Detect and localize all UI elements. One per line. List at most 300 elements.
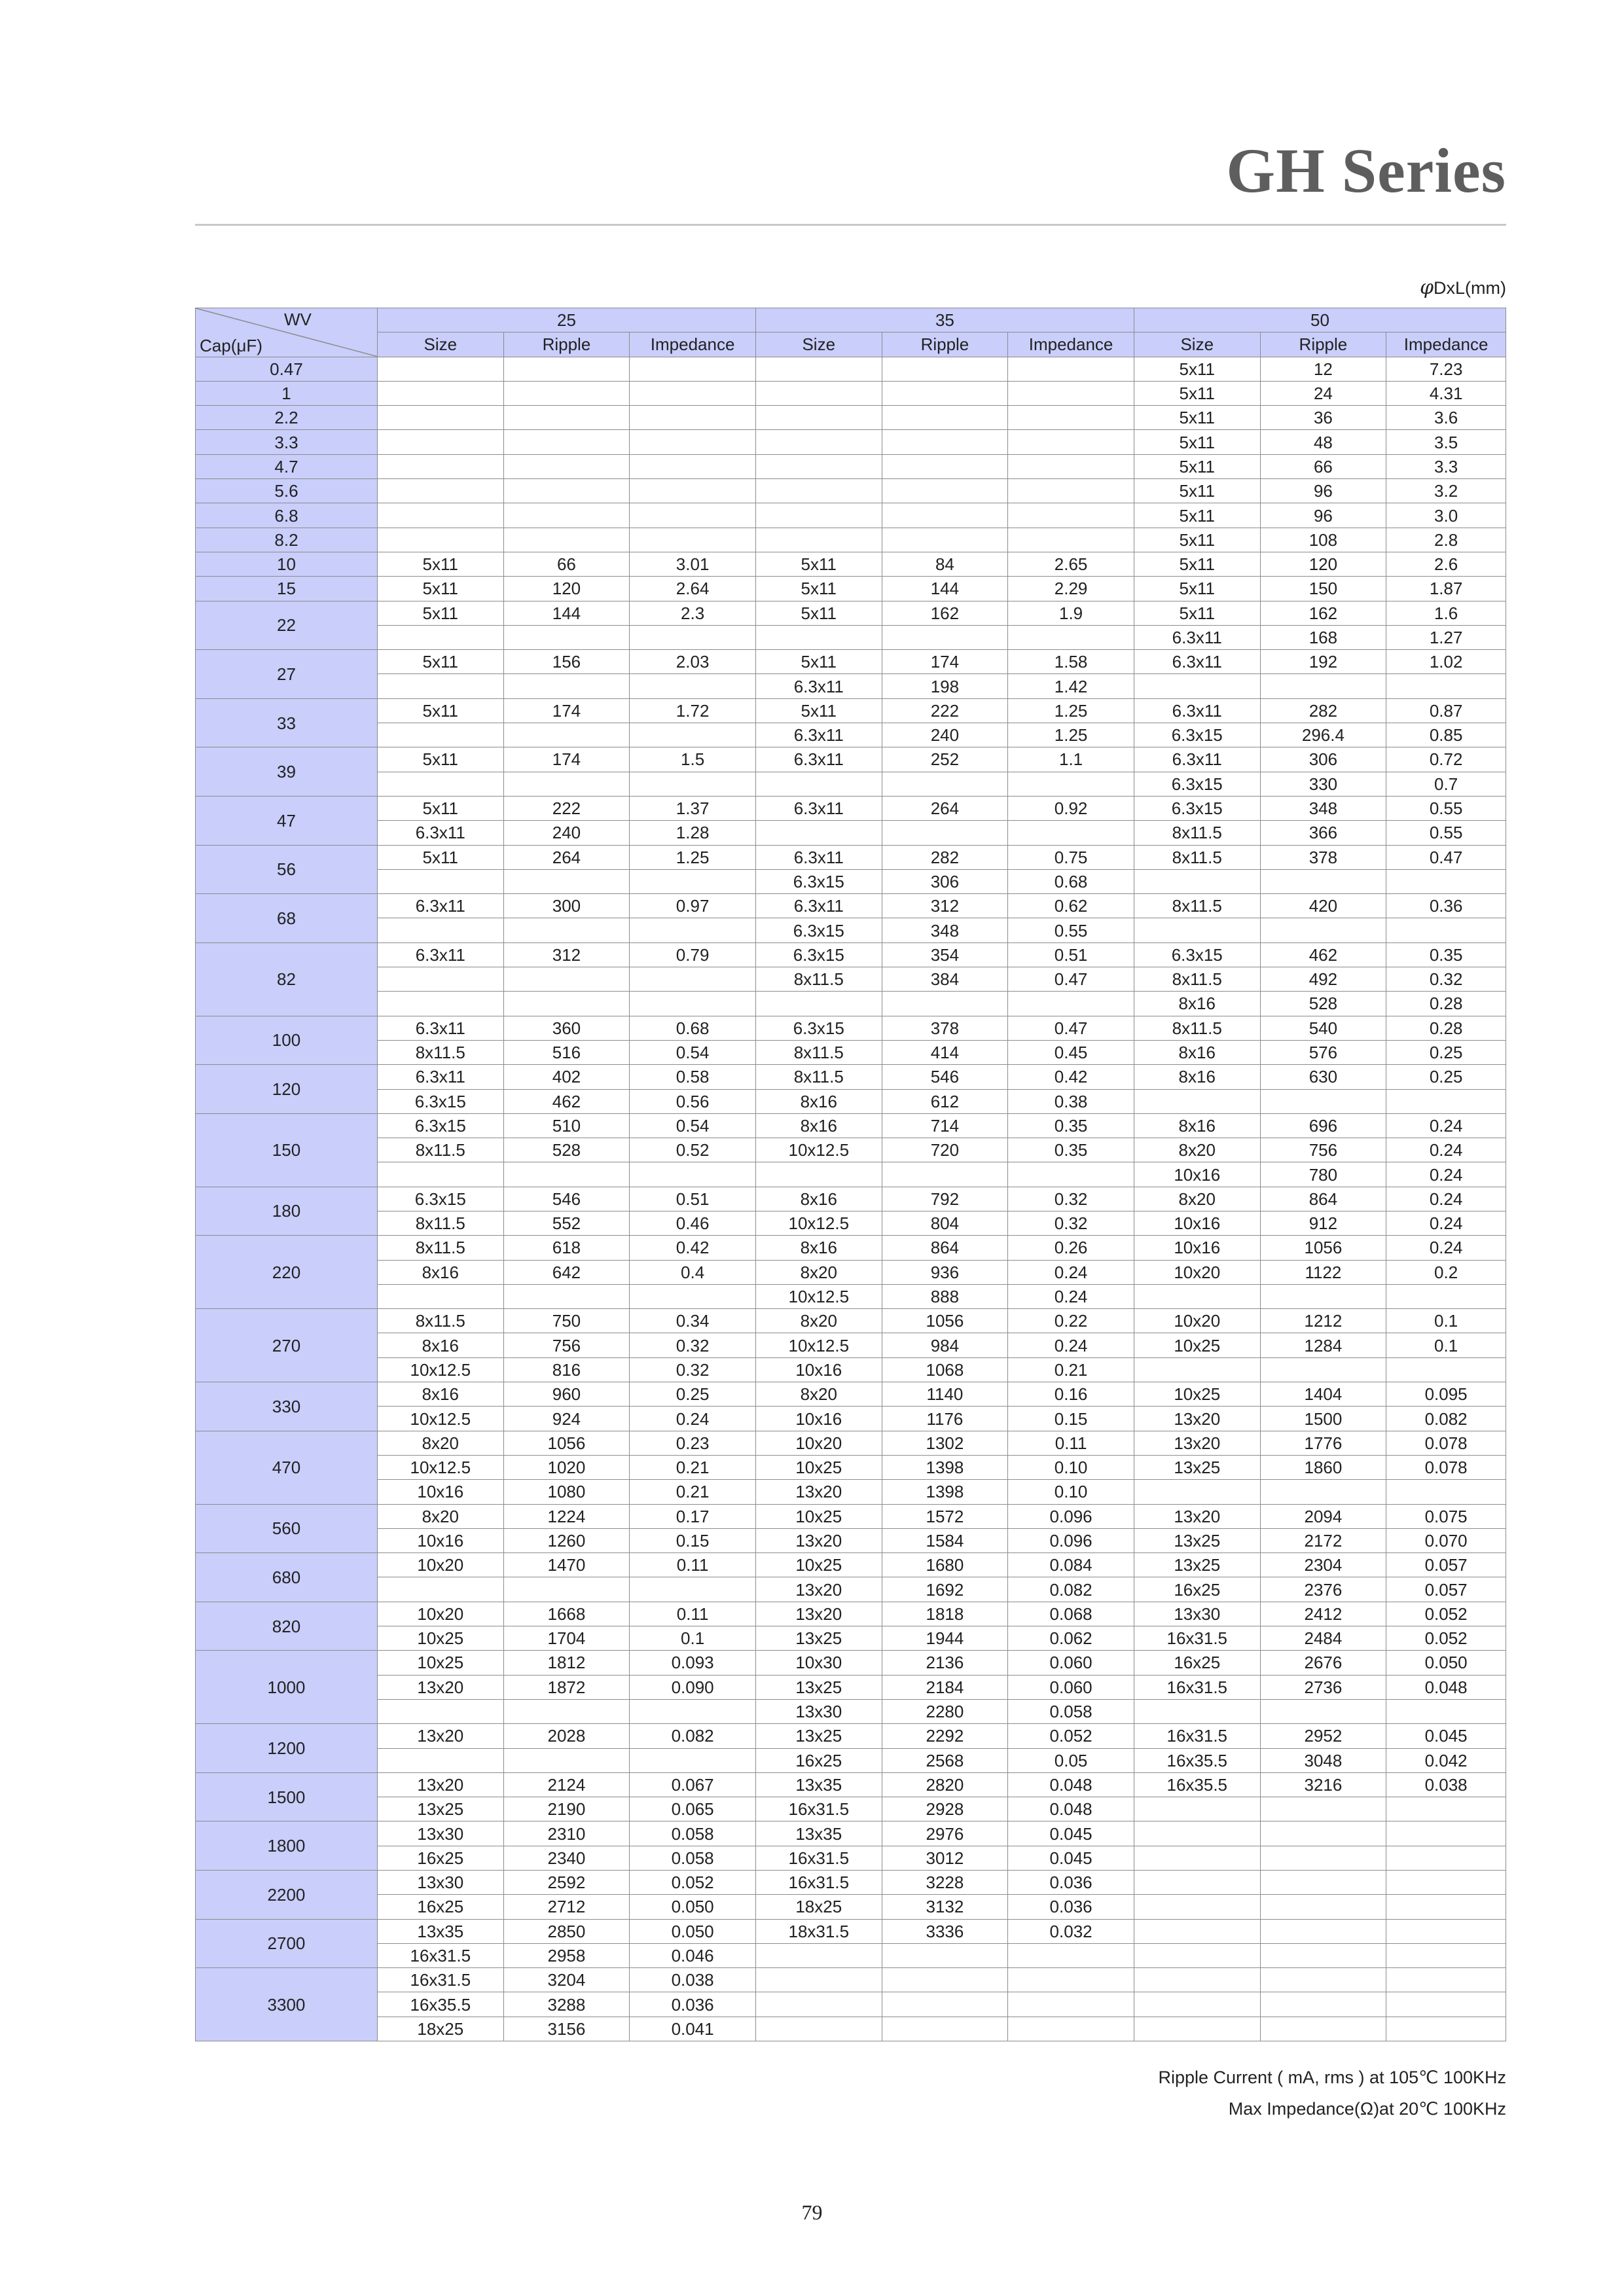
impedance-cell: 0.56: [630, 1089, 756, 1113]
ripple-cell: [1260, 1846, 1386, 1870]
impedance-cell: 0.51: [1008, 942, 1134, 967]
ripple-cell: 546: [882, 1065, 1008, 1089]
ripple-cell: [882, 2017, 1008, 2041]
impedance-cell: 0.51: [630, 1187, 756, 1211]
ripple-cell: 420: [1260, 894, 1386, 918]
table-row: [196, 479, 1506, 503]
impedance-column-header: Impedance: [630, 332, 756, 357]
table-row: [196, 1602, 1506, 1626]
impedance-cell: 0.28: [1386, 992, 1506, 1016]
impedance-cell: 0.42: [1008, 1065, 1134, 1089]
impedance-cell: 1.02: [1386, 650, 1506, 674]
size-cell: [755, 1968, 882, 1992]
size-cell: 8x16: [755, 1187, 882, 1211]
impedance-cell: 4.31: [1386, 381, 1506, 405]
size-cell: 13x25: [377, 1797, 503, 1821]
capacitance-cell: 2200: [196, 1871, 378, 1920]
size-cell: 16x31.5: [1134, 1724, 1260, 1748]
impedance-cell: [1386, 1919, 1506, 1943]
ripple-cell: [503, 869, 630, 893]
ripple-cell: 296.4: [1260, 723, 1386, 747]
table-row: [196, 772, 1506, 796]
table-row: [196, 1797, 1506, 1821]
size-cell: 13x20: [755, 1602, 882, 1626]
ripple-cell: [503, 1699, 630, 1723]
table-row: [196, 1968, 1506, 1992]
ripple-cell: 2958: [503, 1943, 630, 1967]
size-cell: 6.3x11: [377, 894, 503, 918]
table-row: [196, 1895, 1506, 1919]
table-row: [196, 869, 1506, 893]
impedance-cell: 1.9: [1008, 601, 1134, 625]
impedance-cell: 0.038: [630, 1968, 756, 1992]
impedance-cell: 0.25: [1386, 1065, 1506, 1089]
impedance-cell: [630, 1577, 756, 1602]
size-cell: 5x11: [1134, 357, 1260, 381]
ripple-cell: 330: [1260, 772, 1386, 796]
size-cell: 10x16: [1134, 1236, 1260, 1260]
ripple-cell: [882, 1992, 1008, 2017]
ripple-cell: 552: [503, 1211, 630, 1235]
capacitance-cell: 100: [196, 1016, 378, 1065]
impedance-cell: 0.35: [1008, 1113, 1134, 1138]
capacitance-cell: 560: [196, 1504, 378, 1553]
impedance-cell: 2.03: [630, 650, 756, 674]
size-cell: 8x11.5: [1134, 845, 1260, 869]
impedance-cell: 0.55: [1008, 918, 1134, 942]
size-cell: [1134, 2017, 1260, 2041]
size-cell: [377, 1284, 503, 1308]
impedance-cell: 0.68: [630, 1016, 756, 1040]
impedance-cell: 0.23: [630, 1431, 756, 1455]
impedance-cell: [1386, 1089, 1506, 1113]
size-cell: 13x30: [1134, 1602, 1260, 1626]
impedance-cell: 0.34: [630, 1309, 756, 1333]
impedance-cell: 0.067: [630, 1772, 756, 1797]
impedance-cell: [630, 625, 756, 649]
size-cell: [755, 454, 882, 478]
impedance-cell: [630, 869, 756, 893]
size-cell: 6.3x15: [1134, 723, 1260, 747]
ripple-cell: 1704: [503, 1626, 630, 1651]
impedance-cell: [630, 723, 756, 747]
table-row: [196, 1138, 1506, 1162]
impedance-cell: 0.55: [1386, 821, 1506, 845]
ripple-cell: 936: [882, 1260, 1008, 1284]
size-cell: 8x16: [1134, 1040, 1260, 1064]
size-cell: 10x25: [1134, 1333, 1260, 1357]
size-cell: 6.3x11: [1134, 650, 1260, 674]
ripple-cell: [882, 357, 1008, 381]
size-cell: 10x12.5: [377, 1455, 503, 1479]
impedance-cell: 0.060: [1008, 1651, 1134, 1675]
impedance-cell: 0.050: [630, 1919, 756, 1943]
capacitance-cell: 27: [196, 650, 378, 699]
size-cell: 10x25: [1134, 1382, 1260, 1407]
ripple-cell: 2850: [503, 1919, 630, 1943]
impedance-cell: 0.058: [630, 1821, 756, 1846]
impedance-cell: 0.078: [1386, 1431, 1506, 1455]
impedance-cell: [630, 1162, 756, 1187]
impedance-cell: 0.58: [630, 1065, 756, 1089]
size-cell: 8x20: [755, 1309, 882, 1333]
impedance-cell: 0.082: [1008, 1577, 1134, 1602]
ripple-cell: 360: [503, 1016, 630, 1040]
impedance-cell: 0.32: [1008, 1187, 1134, 1211]
impedance-cell: 2.29: [1008, 577, 1134, 601]
impedance-cell: 0.7: [1386, 772, 1506, 796]
ripple-cell: [503, 406, 630, 430]
impedance-cell: 0.032: [1008, 1919, 1134, 1943]
size-cell: 10x12.5: [755, 1284, 882, 1308]
impedance-cell: 3.2: [1386, 479, 1506, 503]
impedance-cell: 0.32: [630, 1333, 756, 1357]
impedance-cell: [630, 772, 756, 796]
impedance-cell: 1.58: [1008, 650, 1134, 674]
size-cell: 13x30: [377, 1871, 503, 1895]
table-row: [196, 528, 1506, 552]
ripple-cell: 756: [1260, 1138, 1386, 1162]
ripple-cell: 108: [1260, 528, 1386, 552]
impedance-cell: [630, 406, 756, 430]
size-cell: 13x20: [1134, 1407, 1260, 1431]
impedance-cell: 0.32: [1008, 1211, 1134, 1235]
ripple-cell: 1140: [882, 1382, 1008, 1407]
capacitance-cell: 10: [196, 552, 378, 576]
ripple-cell: 1260: [503, 1528, 630, 1552]
table-row: [196, 698, 1506, 723]
size-cell: 6.3x15: [1134, 942, 1260, 967]
size-cell: [1134, 1992, 1260, 2017]
size-cell: [377, 723, 503, 747]
impedance-cell: 0.036: [630, 1992, 756, 2017]
ripple-cell: [1260, 869, 1386, 893]
impedance-cell: 0.068: [1008, 1602, 1134, 1626]
capacitance-cell: 39: [196, 747, 378, 797]
capacitance-cell: 82: [196, 942, 378, 1016]
table-row: [196, 1724, 1506, 1748]
impedance-cell: 1.5: [630, 747, 756, 772]
size-cell: 5x11: [755, 577, 882, 601]
size-cell: [1134, 1480, 1260, 1504]
ripple-cell: 630: [1260, 1065, 1386, 1089]
capacitance-cell: 0.47: [196, 357, 378, 381]
impedance-cell: 0.041: [630, 2017, 756, 2041]
size-cell: 6.3x11: [377, 821, 503, 845]
ripple-cell: [1260, 1968, 1386, 1992]
ripple-cell: [882, 406, 1008, 430]
size-cell: 8x16: [1134, 992, 1260, 1016]
ripple-cell: 1872: [503, 1675, 630, 1699]
size-cell: [1134, 1089, 1260, 1113]
impedance-cell: [1386, 1992, 1506, 2017]
table-corner-cell: [196, 308, 378, 357]
size-cell: 16x25: [377, 1895, 503, 1919]
table-row: [196, 1455, 1506, 1479]
ripple-cell: [882, 1943, 1008, 1967]
size-cell: [755, 528, 882, 552]
ripple-cell: 1398: [882, 1480, 1008, 1504]
ripple-cell: 984: [882, 1333, 1008, 1357]
impedance-cell: [1008, 625, 1134, 649]
ripple-cell: 1122: [1260, 1260, 1386, 1284]
impedance-cell: 0.24: [1386, 1162, 1506, 1187]
size-cell: 13x20: [377, 1724, 503, 1748]
impedance-cell: 0.065: [630, 1797, 756, 1821]
size-cell: 16x35.5: [1134, 1748, 1260, 1772]
impedance-cell: 0.070: [1386, 1528, 1506, 1552]
table-row: [196, 1943, 1506, 1967]
impedance-cell: [1008, 1992, 1134, 2017]
size-cell: 5x11: [755, 650, 882, 674]
ripple-cell: [503, 918, 630, 942]
ripple-cell: 1302: [882, 1431, 1008, 1455]
ripple-cell: 312: [503, 942, 630, 967]
voltage-header-25: 25: [377, 308, 755, 332]
impedance-cell: 1.25: [1008, 698, 1134, 723]
impedance-cell: 0.10: [1008, 1455, 1134, 1479]
ripple-cell: 264: [503, 845, 630, 869]
impedance-cell: 1.25: [1008, 723, 1134, 747]
capacitance-header: Cap(μF): [200, 335, 262, 355]
size-cell: 6.3x11: [755, 674, 882, 698]
ripple-cell: 120: [1260, 552, 1386, 576]
size-cell: 13x35: [755, 1821, 882, 1846]
size-cell: 16x25: [1134, 1651, 1260, 1675]
size-cell: [1134, 869, 1260, 893]
size-cell: 10x16: [377, 1480, 503, 1504]
ripple-cell: [503, 1748, 630, 1772]
table-row: [196, 1992, 1506, 2017]
impedance-cell: 0.4: [630, 1260, 756, 1284]
size-cell: [377, 1748, 503, 1772]
impedance-cell: 0.28: [1386, 1016, 1506, 1040]
ripple-cell: 2190: [503, 1797, 630, 1821]
size-cell: [1134, 1821, 1260, 1846]
table-row: [196, 625, 1506, 649]
table-row: [196, 357, 1506, 381]
size-cell: 8x16: [377, 1260, 503, 1284]
table-row: [196, 406, 1506, 430]
ripple-cell: 1404: [1260, 1382, 1386, 1407]
size-cell: 5x11: [755, 698, 882, 723]
ripple-cell: [882, 381, 1008, 405]
impedance-cell: 0.1: [1386, 1333, 1506, 1357]
impedance-cell: 0.52: [630, 1138, 756, 1162]
impedance-cell: 1.72: [630, 698, 756, 723]
impedance-cell: 0.54: [630, 1113, 756, 1138]
ripple-cell: 2676: [1260, 1651, 1386, 1675]
ripple-cell: 3288: [503, 1992, 630, 2017]
impedance-cell: 0.096: [1008, 1504, 1134, 1528]
ripple-cell: [1260, 1480, 1386, 1504]
size-cell: 18x31.5: [755, 1919, 882, 1943]
size-cell: 16x31.5: [1134, 1675, 1260, 1699]
impedance-cell: 0.045: [1386, 1724, 1506, 1748]
table-row: [196, 1480, 1506, 1504]
ripple-cell: 2028: [503, 1724, 630, 1748]
size-cell: 6.3x15: [377, 1089, 503, 1113]
ripple-cell: [503, 992, 630, 1016]
impedance-cell: 0.24: [1008, 1284, 1134, 1308]
impedance-cell: 0.078: [1386, 1455, 1506, 1479]
impedance-cell: [1386, 918, 1506, 942]
size-cell: 8x16: [1134, 1113, 1260, 1138]
impedance-cell: 2.64: [630, 577, 756, 601]
impedance-cell: 0.92: [1008, 796, 1134, 820]
size-cell: 16x35.5: [1134, 1772, 1260, 1797]
impedance-cell: [1008, 2017, 1134, 2041]
size-cell: 16x31.5: [755, 1846, 882, 1870]
impedance-cell: 0.24: [1008, 1333, 1134, 1357]
ripple-cell: 528: [503, 1138, 630, 1162]
size-cell: 8x11.5: [377, 1138, 503, 1162]
ripple-cell: 192: [1260, 650, 1386, 674]
impedance-cell: 3.3: [1386, 454, 1506, 478]
ripple-cell: [882, 625, 1008, 649]
ripple-cell: 1860: [1260, 1455, 1386, 1479]
size-cell: [377, 918, 503, 942]
size-cell: 10x20: [1134, 1309, 1260, 1333]
capacitance-cell: 270: [196, 1309, 378, 1382]
impedance-cell: 0.038: [1386, 1772, 1506, 1797]
table-row: [196, 1333, 1506, 1357]
table-row: [196, 992, 1506, 1016]
size-cell: 10x16: [755, 1357, 882, 1382]
ripple-cell: 1668: [503, 1602, 630, 1626]
size-column-header: Size: [755, 332, 882, 357]
table-row: [196, 2017, 1506, 2041]
ripple-cell: 1572: [882, 1504, 1008, 1528]
impedance-cell: 1.28: [630, 821, 756, 845]
impedance-cell: [1386, 1284, 1506, 1308]
size-cell: 8x16: [377, 1382, 503, 1407]
size-cell: 6.3x15: [755, 869, 882, 893]
size-cell: 8x20: [377, 1431, 503, 1455]
table-row: [196, 1431, 1506, 1455]
ripple-column-header: Ripple: [882, 332, 1008, 357]
size-cell: 5x11: [1134, 381, 1260, 405]
ripple-cell: 528: [1260, 992, 1386, 1016]
ripple-cell: [1260, 674, 1386, 698]
impedance-cell: 1.25: [630, 845, 756, 869]
ripple-cell: [1260, 918, 1386, 942]
impedance-cell: 0.26: [1008, 1236, 1134, 1260]
impedance-cell: 0.048: [1386, 1675, 1506, 1699]
size-cell: [377, 503, 503, 528]
impedance-note: Max Impedance(Ω)at 20℃ 100KHz: [1228, 2099, 1506, 2119]
voltage-header-35: 35: [755, 308, 1134, 332]
ripple-cell: [503, 503, 630, 528]
impedance-cell: 0.052: [630, 1871, 756, 1895]
impedance-cell: [1008, 381, 1134, 405]
impedance-cell: 0.1: [630, 1626, 756, 1651]
ripple-cell: 348: [1260, 796, 1386, 820]
ripple-cell: 162: [882, 601, 1008, 625]
ripple-cell: 144: [503, 601, 630, 625]
capacitance-cell: 180: [196, 1187, 378, 1236]
ripple-cell: 2094: [1260, 1504, 1386, 1528]
size-cell: 6.3x11: [755, 747, 882, 772]
capacitance-cell: 15: [196, 577, 378, 601]
impedance-cell: [1386, 1797, 1506, 1821]
ripple-cell: 720: [882, 1138, 1008, 1162]
table-row: [196, 1089, 1506, 1113]
size-cell: 6.3x11: [755, 796, 882, 820]
ripple-cell: 2184: [882, 1675, 1008, 1699]
size-cell: [755, 381, 882, 405]
size-cell: [377, 967, 503, 992]
impedance-cell: 0.050: [630, 1895, 756, 1919]
impedance-cell: [1008, 528, 1134, 552]
impedance-cell: [1386, 1871, 1506, 1895]
impedance-cell: [1386, 1699, 1506, 1723]
ripple-cell: 48: [1260, 430, 1386, 454]
ripple-cell: [1260, 1089, 1386, 1113]
ripple-cell: 1068: [882, 1357, 1008, 1382]
size-cell: 8x20: [755, 1382, 882, 1407]
size-cell: [1134, 1968, 1260, 1992]
table-row: [196, 650, 1506, 674]
ripple-cell: 66: [1260, 454, 1386, 478]
impedance-cell: 3.01: [630, 552, 756, 576]
impedance-cell: 0.045: [1008, 1846, 1134, 1870]
size-cell: 10x20: [1134, 1260, 1260, 1284]
impedance-cell: 0.22: [1008, 1309, 1134, 1333]
size-cell: 5x11: [1134, 406, 1260, 430]
size-cell: 8x16: [1134, 1065, 1260, 1089]
capacitance-cell: 22: [196, 601, 378, 650]
ripple-cell: 378: [1260, 845, 1386, 869]
ripple-cell: 174: [503, 698, 630, 723]
size-cell: [755, 479, 882, 503]
table-row: [196, 1504, 1506, 1528]
impedance-cell: [1386, 2017, 1506, 2041]
capacitance-cell: 33: [196, 698, 378, 747]
impedance-cell: [1386, 1943, 1506, 1967]
size-cell: 10x20: [755, 1431, 882, 1455]
table-row: [196, 1357, 1506, 1382]
table-row: [196, 381, 1506, 405]
table-row: [196, 967, 1506, 992]
ripple-cell: 354: [882, 942, 1008, 967]
capacitor-spec-table: [195, 308, 1506, 2041]
size-cell: 13x20: [755, 1480, 882, 1504]
size-cell: [755, 1162, 882, 1187]
size-cell: 10x12.5: [755, 1138, 882, 1162]
impedance-cell: 0.096: [1008, 1528, 1134, 1552]
ripple-cell: [503, 430, 630, 454]
size-cell: 6.3x11: [377, 1065, 503, 1089]
size-cell: 13x20: [755, 1528, 882, 1552]
impedance-cell: [1386, 1480, 1506, 1504]
ripple-cell: 2484: [1260, 1626, 1386, 1651]
ripple-cell: 1224: [503, 1504, 630, 1528]
impedance-cell: [630, 528, 756, 552]
table-row: [196, 1626, 1506, 1651]
impedance-cell: 0.87: [1386, 698, 1506, 723]
ripple-column-header: Ripple: [1260, 332, 1386, 357]
impedance-cell: 0.47: [1008, 967, 1134, 992]
ripple-cell: 312: [882, 894, 1008, 918]
size-cell: 8x11.5: [1134, 967, 1260, 992]
impedance-cell: 1.42: [1008, 674, 1134, 698]
capacitance-cell: 5.6: [196, 479, 378, 503]
size-cell: [1134, 1797, 1260, 1821]
ripple-cell: 2976: [882, 1821, 1008, 1846]
size-cell: [377, 479, 503, 503]
ripple-cell: [503, 479, 630, 503]
